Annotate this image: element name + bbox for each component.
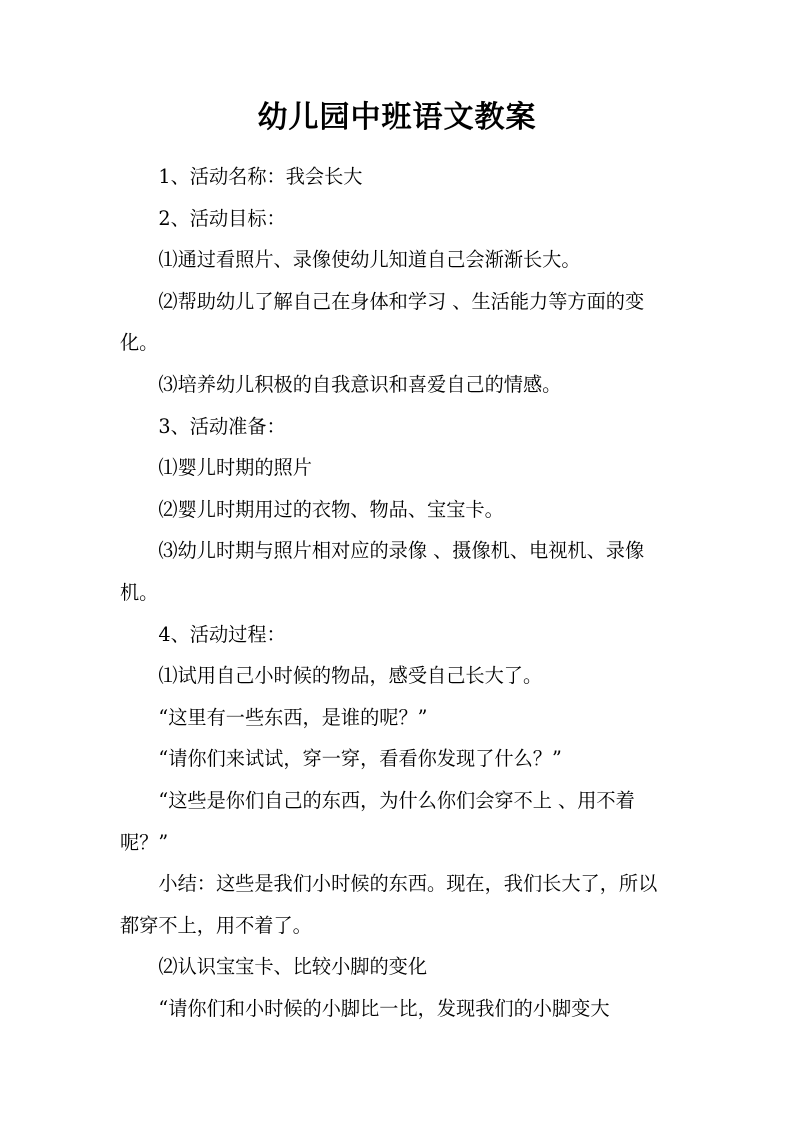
section-heading-activity-preparation: 3、活动准备： — [158, 414, 286, 438]
goal-item-3: ⑶培养幼儿积极的自我意识和喜爱自己的情感。 — [158, 372, 562, 396]
preparation-item-1: ⑴婴儿时期的照片 — [158, 456, 312, 480]
section-heading-activity-name: 1、活动名称：我会长大 — [158, 165, 363, 188]
section-heading-activity-process: 4、活动过程： — [158, 622, 286, 646]
quote-2: “请你们来试试，穿一穿，看看你发现了什么？” — [158, 747, 562, 771]
quote-1: “这里有一些东西，是谁的呢？” — [158, 705, 428, 729]
document-title: 幼儿园中班语文教案 — [257, 100, 537, 135]
goal-item-2: ⑵帮助幼儿了解自己在身体和学习 、生活能力等方面的变化。 — [120, 289, 645, 355]
process-step-1: ⑴试用自己小时候的物品，感受自己长大了。 — [158, 664, 543, 688]
quote-3: “这些是你们自己的东西，为什么你们会穿不上 、用不着呢？” — [120, 788, 635, 854]
preparation-item-2: ⑵婴儿时期用过的衣物、物品、宝宝卡。 — [158, 497, 504, 521]
section-heading-activity-goals: 2、活动目标： — [158, 206, 286, 230]
process-step-2: ⑵认识宝宝卡、比较小脚的变化 — [158, 955, 428, 979]
goal-item-1: ⑴通过看照片、录像使幼儿知道自己会渐渐长大。 — [158, 248, 581, 272]
summary-paragraph: 小结：这些是我们小时候的东西。现在，我们长大了，所以都穿不上，用不着了。 — [120, 872, 658, 937]
preparation-item-3: ⑶幼儿时期与照片相对应的录像 、摄像机、电视机、录像机。 — [120, 539, 645, 604]
quote-4: “请你们和小时候的小脚比一比，发现我们的小脚变大 — [158, 996, 610, 1020]
document-body — [120, 156, 676, 1029]
